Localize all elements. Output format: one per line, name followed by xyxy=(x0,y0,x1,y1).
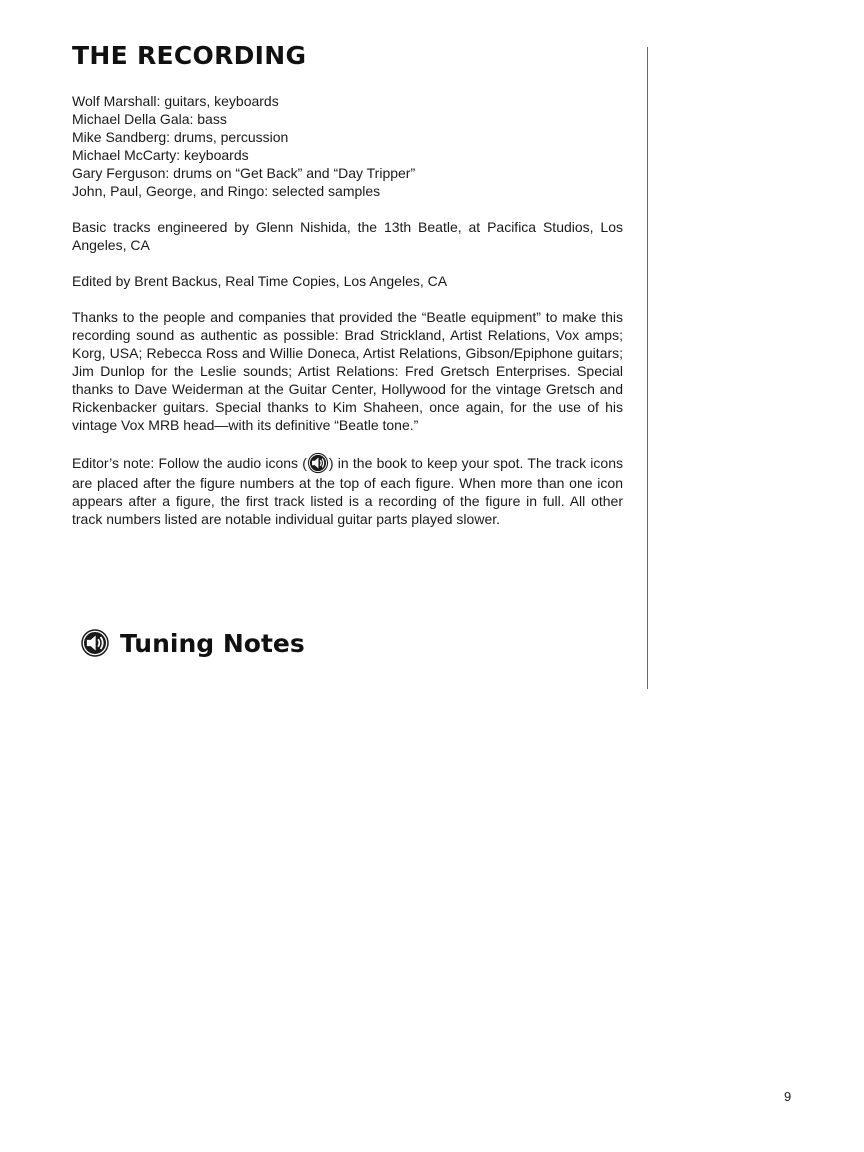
audio-icon xyxy=(80,628,110,658)
basic-tracks-paragraph: Basic tracks engineered by Glenn Nishida, the 13th Beatle, at Pacifica Studios, Los Angeles, CA xyxy=(72,219,623,253)
credit-line: Mike Sandberg: drums, percussion xyxy=(72,129,289,145)
editors-note-paragraph xyxy=(72,452,623,528)
page-title: THE RECORDING xyxy=(72,41,307,70)
vertical-rule xyxy=(647,47,648,689)
credit-line: John, Paul, George, and Ringo: selected samples xyxy=(72,183,381,199)
tuning-notes-title: Tuning Notes xyxy=(120,628,305,658)
editors-note-text-end: ) in the book to keep your spot. The track icons are placed after the figure numbers at the top of each figure. When more than one icon appears after a figure, the first track listed is a recording of the figure in full. All other track numbers listed are notable individual guitar parts played slower. xyxy=(72,455,623,527)
tuning-notes-header xyxy=(80,628,305,658)
main-content xyxy=(72,40,623,528)
credit-line: Michael McCarty: keyboards xyxy=(72,147,249,163)
credit-line: Gary Ferguson: drums on “Get Back” and “Day Tripper” xyxy=(72,165,416,181)
edited-by-paragraph: Edited by Brent Backus, Real Time Copies, Los Angeles, CA xyxy=(72,273,448,289)
credit-line: Michael Della Gala: bass xyxy=(72,111,227,127)
thanks-paragraph: Thanks to the people and companies that provided the “Beatle equipment” to make this recording sound as authentic as possible: Brad Strickland, Artist Relations, Vox amps; Korg, USA; Rebecca Ross and Willie Doneca, Artist Relations, Gibson/Epiphone guitars; Jim Dunlop for the Leslie sounds; Artist Relations: Fred Gretsch Enterprises. Special thanks to Dave Weiderman at the Guitar Center, Hollywood for the vintage Gretsch and Rickenbacker guitars. Special thanks to Kim Shaheen, once again, for the use of his vintage Vox MRB head—with its definitive “Beatle tone.” xyxy=(72,309,623,433)
editors-note-text-start: Editor’s note: Follow the audio icons ( xyxy=(72,455,307,471)
audio-icon xyxy=(307,452,329,474)
page-number: 9 xyxy=(784,1089,792,1104)
credits-list xyxy=(72,92,623,200)
credit-line: Wolf Marshall: guitars, keyboards xyxy=(72,93,279,109)
